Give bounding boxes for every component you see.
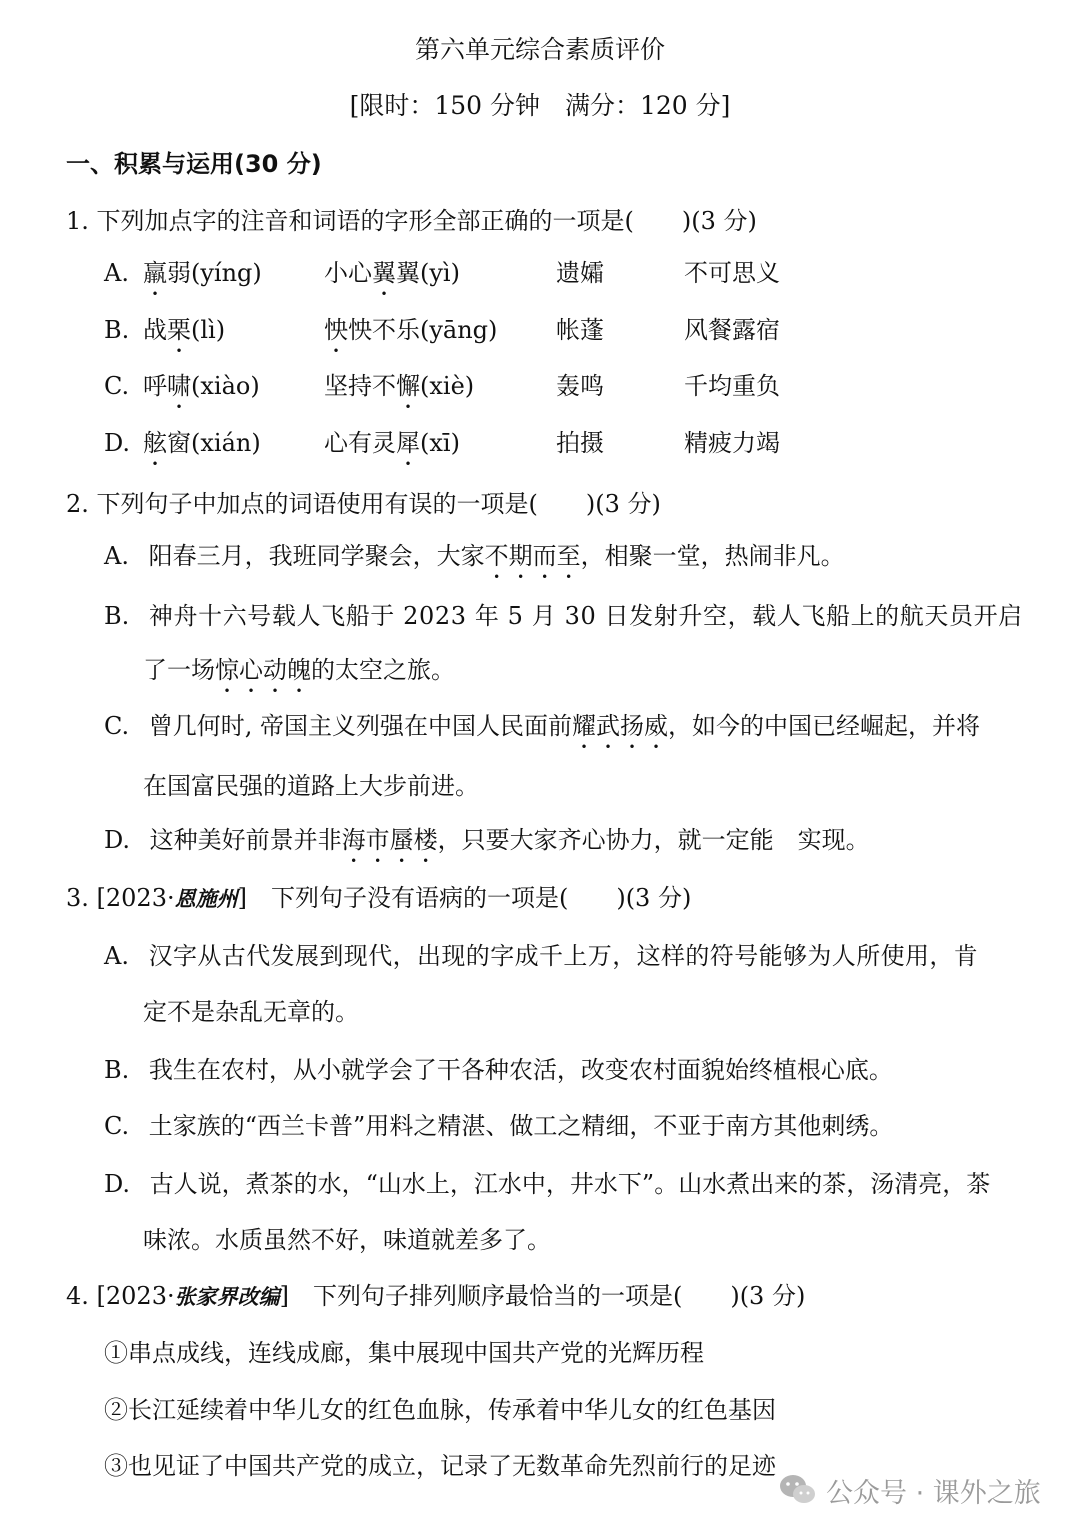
watermark-text: 公众号 · 课外之旅 [826,1477,1041,1509]
dotted-phrase: 耀武扬威 [572,712,669,740]
dotted-char: 栗 [167,316,191,344]
option-label: A. [104,542,129,570]
option-text-post: ，相聚一堂，热闹非凡。 [580,542,845,570]
dotted-phrase: 惊心动魄 [215,656,311,684]
question-text: ] 下列句子排列顺序最恰当的一项是( )(3 分) [279,1282,806,1310]
option-label: D. [104,429,131,457]
option-label: D. [104,1170,131,1198]
option-label: B. [104,1056,130,1084]
word-part: (xiào) [191,372,260,400]
word-part: 心有灵 [324,429,396,457]
option-text-line1: 汉字从古代发展到现代，出现的字成千上万，这样的符号能够为人所使用，肯 [148,942,979,970]
question-4-stem [66,1280,805,1313]
word-part: 翼(yì) [396,259,460,287]
word-part: (lì) [191,316,226,344]
dotted-char: 犀 [396,429,420,457]
question-2-option-c [104,710,980,754]
word-part: 坚持不 [324,372,396,400]
option-label: C. [104,372,130,400]
question-2-stem: 2. 下列句子中加点的词语使用有误的一项是( )(3 分) [66,490,661,518]
question-text: ] 下列句子没有语病的一项是( )(3 分) [237,884,692,912]
question-number: 3. [2023· [66,884,175,912]
option-word-1 [143,370,260,414]
option-word-3: 遗孀 [556,259,604,287]
question-3-stem [66,882,691,915]
question-2-option-c-cont: 在国富民强的道路上大步前进。 [143,772,479,800]
word-part: 呼 [143,372,167,400]
option-word-2 [324,257,460,301]
question-3-option-a-cont: 定不是杂乱无章的。 [143,998,359,1026]
option-text-pre: 曾几何时, 帝国主义列强在中国人民面前 [148,712,573,740]
option-word-1 [143,427,261,471]
source-tag: 张家界改编 [174,1284,280,1309]
question-number: 4. [2023· [66,1282,175,1310]
option-word-2 [324,314,497,358]
option-label: C. [104,1112,130,1140]
option-text-line1: 土家族的“西兰卡普”用料之精湛、做工之精细，不亚于南方其他刺绣。 [148,1112,894,1140]
option-text-line1: 我生在农村，从小就学会了干各种农活，改变农村面貌始终植根心底。 [148,1056,893,1084]
option-word-2 [324,427,460,471]
option-word-3: 帐蓬 [556,316,604,344]
option-text-line1: 古人说，煮茶的水，“山水上，江水中，井水下”。山水煮出来的茶，汤清亮，茶 [149,1170,991,1198]
option-word-1 [143,257,262,301]
option-word-4: 精疲力竭 [684,429,780,457]
question-3-option-a [104,940,978,972]
watermark [778,1466,1041,1514]
question-3-option-d [104,1168,990,1200]
option-word-4: 不可思义 [684,259,780,287]
option-label: A. [104,942,129,970]
word-part: 战 [143,316,167,344]
question-3-option-d-cont: 味浓。水质虽然不好，味道就差多了。 [143,1226,551,1254]
option-label: D. [104,826,131,854]
dotted-char: 舷 [143,429,167,457]
option-text-pre: 了一场 [143,656,215,684]
option-text-line1: 神舟十六号载人飞船于 2023 年 5 月 30 日发射升空，载人飞船上的航天员开启 [148,602,1023,630]
word-part: (xiè) [420,372,475,400]
option-label: A. [104,259,129,287]
option-word-3: 轰鸣 [556,372,604,400]
option-label: B. [104,316,130,344]
source-tag: 恩施州 [174,886,238,911]
option-text-post: ，如今的中国已经崛起，并将 [668,712,981,740]
option-word-4: 千均重负 [684,372,780,400]
question-2-option-b [104,600,1023,632]
question-2-option-d [104,824,870,868]
option-label: B. [104,602,130,630]
question-3-option-b [104,1054,893,1086]
wechat-icon [778,1473,818,1507]
question-4-item-3: ③也见证了中国共产党的成立，记录了无数革命先烈前行的足迹 [104,1452,776,1480]
question-1-stem: 1. 下列加点字的注音和词语的字形全部正确的一项是( )(3 分) [66,207,757,235]
dotted-char: 翼 [372,259,396,287]
exam-meta: [限时：150 分钟 满分：120 分] [349,91,731,120]
dotted-char: 啸 [167,372,191,400]
option-word-4: 风餐露宿 [684,316,780,344]
word-part: 怏不乐(yāng) [348,316,498,344]
question-4-item-2: ②长江延续着中华儿女的红色血脉，传承着中华儿女的红色基因 [104,1396,776,1424]
option-word-2 [324,370,474,414]
word-part: 小心 [324,259,372,287]
section-heading: 一、积累与运用(30 分) [66,150,322,178]
option-text-post: ，只要大家齐心协力，就一定能 实现。 [437,826,870,854]
option-text-pre: 这种美好前景并非 [149,826,342,854]
option-word-1 [143,314,225,358]
option-text-pre: 阳春三月，我班同学聚会，大家 [148,542,485,570]
option-text-post: 的太空之旅。 [311,656,455,684]
dotted-char: 羸 [143,259,167,287]
page-title: 第六单元综合素质评价 [414,35,665,64]
question-2-option-a [104,540,845,584]
word-part: 窗(xián) [167,429,261,457]
word-part: 弱(yíng) [167,259,262,287]
option-word-3: 拍摄 [556,429,604,457]
question-2-option-b-cont [143,654,455,698]
word-part: (xī) [420,429,460,457]
option-label: C. [104,712,130,740]
dotted-phrase: 不期而至 [484,542,581,570]
question-4-item-1: ①串点成线，连线成廊，集中展现中国共产党的光辉历程 [104,1339,704,1367]
dotted-char: 懈 [396,372,420,400]
question-3-option-c [104,1110,893,1142]
dotted-char: 怏 [324,316,348,344]
dotted-phrase: 海市蜃楼 [341,826,438,854]
